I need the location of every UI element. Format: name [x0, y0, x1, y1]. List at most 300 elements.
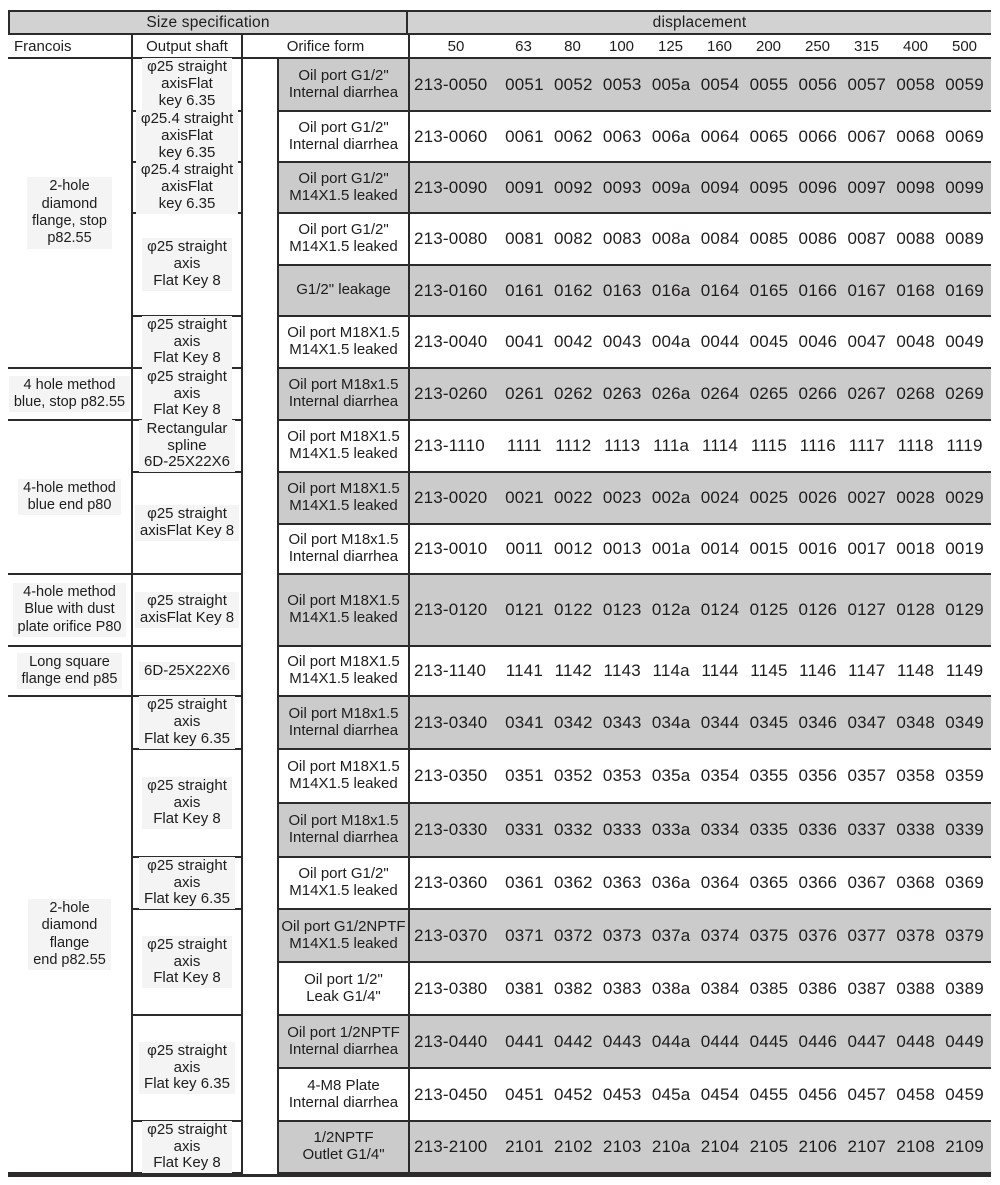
output-shaft-cell: [133, 317, 243, 369]
part-number: 0361: [505, 873, 544, 892]
orifice-form-cell: [277, 369, 408, 421]
part-number: 1112: [555, 436, 592, 455]
part-number: 0379: [945, 925, 984, 945]
part-number: 0088: [896, 229, 935, 248]
output-shaft-label: [142, 368, 232, 420]
orifice-form-line: Oil port M18X1.5: [287, 592, 400, 610]
part-number: 0332: [554, 820, 593, 839]
output-shaft-label: [139, 662, 235, 681]
part-number: 1114: [701, 436, 739, 455]
orifice-form-cell: [277, 1069, 408, 1122]
part-number: 0377: [847, 925, 887, 945]
part-number: 0162: [554, 280, 593, 300]
orifice-form-cell: [277, 858, 408, 910]
part-number-prefix: 213-0350: [413, 766, 488, 785]
output-shaft-cell: [133, 750, 243, 858]
part-number: 0098: [896, 177, 935, 197]
part-number: 0264: [700, 384, 740, 403]
orifice-form-line: Outlet G1/4": [302, 1146, 385, 1163]
part-number: 0263: [602, 384, 642, 403]
part-numbers-row: [408, 317, 991, 369]
part-number: 033a: [651, 820, 691, 839]
part-number: 0381: [505, 978, 544, 998]
orifice-form-line: Internal diarrhea: [288, 1040, 399, 1058]
orifice-form-line: Oil port M18X1.5: [287, 324, 400, 342]
output-shaft-label-line: axis: [173, 332, 201, 350]
part-number: 0057: [847, 74, 887, 94]
part-number: 0342: [554, 712, 593, 732]
orifice-form-line: M14X1.5 leaked: [289, 775, 398, 792]
part-number: 1142: [554, 661, 592, 680]
frame-type-label-line: p82.55: [47, 230, 92, 247]
part-numbers-row: [408, 59, 991, 112]
frame-type-label: [13, 583, 127, 637]
orifice-form-line: 4-M8 Plate: [307, 1076, 380, 1094]
frame-type-label: [18, 479, 121, 516]
part-numbers-row: [408, 910, 991, 963]
part-number: 2109: [945, 1137, 984, 1156]
part-number: 0449: [945, 1031, 984, 1051]
part-number: 0081: [505, 229, 544, 248]
part-numbers-row: [408, 214, 991, 266]
part-number: 005a: [651, 74, 691, 94]
part-number: 0443: [602, 1031, 642, 1051]
part-number-prefix: 213-1140: [413, 661, 487, 680]
part-number: 1119: [946, 436, 983, 455]
part-number: 036a: [651, 873, 691, 892]
output-shaft-label-line: φ25 straight: [147, 592, 227, 610]
part-number: 0337: [847, 820, 887, 839]
part-number: 2107: [847, 1137, 887, 1156]
orifice-form-line: M14X1.5 leaked: [289, 934, 398, 952]
part-number: 0051: [505, 74, 544, 94]
part-number: 0083: [602, 229, 642, 248]
part-number: 1117: [848, 436, 885, 455]
part-number: 002a: [651, 488, 691, 507]
size-specification-table: [8, 10, 991, 1177]
output-shaft-label-line: Flat key 6.35: [144, 890, 230, 908]
part-number: 012a: [651, 600, 691, 619]
frame-type-label-line: 2-hole: [49, 178, 90, 195]
part-number: 0067: [847, 126, 887, 146]
output-shaft-cell: [133, 112, 243, 163]
output-shaft-label-line: φ25 straight: [147, 58, 227, 76]
part-numbers-row: [408, 697, 991, 750]
frame-type-label-line: diamond: [41, 195, 98, 212]
part-number: 0165: [749, 280, 789, 300]
output-shaft-label-line: axisFlat: [161, 127, 213, 145]
orifice-form-line: 1/2NPTF: [313, 1129, 374, 1147]
part-number: 0013: [602, 539, 642, 558]
output-shaft-label-line: axisFlat: [161, 75, 213, 93]
part-number: 0343: [602, 712, 642, 732]
part-number-prefix: 213-0360: [413, 873, 488, 892]
frame-type-label-line: 2-hole: [49, 899, 90, 916]
header-size-specification: Size specification: [8, 12, 408, 35]
part-number: 0168: [896, 280, 935, 300]
part-number: 0456: [798, 1084, 838, 1104]
part-number-prefix: 213-0440: [413, 1031, 488, 1051]
orifice-form-line: Oil port G1/2NPTF: [281, 917, 406, 935]
orifice-form-line: Oil port M18X1.5: [287, 428, 400, 446]
orifice-form-line: Oil port G1/2": [298, 221, 389, 239]
part-number: 0387: [847, 978, 887, 998]
part-number-prefix: 213-0010: [413, 539, 488, 558]
part-number: 2101: [505, 1137, 544, 1156]
part-number: 0065: [749, 126, 789, 146]
part-number: 0333: [602, 820, 642, 839]
part-number: 001a: [651, 539, 691, 558]
frame-type-label-line: flange end p85: [21, 671, 118, 687]
part-number: 0084: [700, 229, 740, 248]
output-shaft-label-line: φ25 straight: [147, 1041, 227, 1059]
output-shaft-label-line: axis: [173, 1058, 201, 1076]
part-numbers-row: [408, 112, 991, 163]
part-number: 0266: [798, 384, 838, 403]
orifice-form-line: Internal diarrhea: [288, 829, 399, 846]
part-number-prefix: 213-0090: [413, 177, 488, 197]
output-shaft-cell: [133, 1122, 243, 1174]
displacement-value: 315: [853, 37, 880, 55]
part-number: 0358: [896, 766, 935, 785]
output-shaft-label: [142, 316, 232, 368]
part-number: 2108: [896, 1137, 935, 1156]
orifice-form-cell: [277, 647, 408, 697]
part-number: 0027: [847, 488, 887, 507]
part-number: 0346: [798, 712, 838, 732]
part-number: 0451: [505, 1084, 544, 1104]
part-number: 0014: [700, 539, 740, 558]
orifice-form-cell: [277, 1122, 408, 1174]
part-number: 0061: [505, 126, 544, 146]
orifice-form-line: Internal diarrhea: [288, 393, 399, 410]
frame-type-label: [27, 177, 112, 249]
part-number: 0382: [554, 978, 593, 998]
part-number-prefix: 213-0450: [413, 1084, 488, 1104]
spacer-column: [243, 59, 277, 1174]
part-numbers-row: [408, 421, 991, 473]
part-number: 0452: [554, 1084, 593, 1104]
part-number: 0091: [505, 177, 544, 197]
part-number: 0043: [602, 332, 642, 351]
frame-type-cell: [8, 421, 133, 575]
part-number: 0024: [700, 488, 740, 507]
output-shaft-cell: [133, 647, 243, 697]
part-number: 0336: [798, 820, 838, 839]
displacement-value: 500: [951, 37, 978, 55]
part-number: 0335: [749, 820, 789, 839]
header-orifice-form-column: Orifice form: [243, 35, 408, 59]
part-numbers-row: [408, 525, 991, 575]
part-number: 0334: [700, 820, 740, 839]
output-shaft-label-line: φ25.4 straight: [140, 110, 234, 128]
part-number: 0385: [749, 978, 789, 998]
orifice-form-line: M14X1.5 leaked: [289, 445, 398, 462]
output-shaft-label: [142, 1121, 232, 1173]
part-number-prefix: 213-0060: [413, 126, 488, 146]
frame-type-cell: [8, 59, 133, 369]
part-number: 0022: [554, 488, 593, 507]
part-number: 0359: [945, 766, 984, 785]
orifice-form-cell: [277, 266, 408, 317]
part-number: 0049: [945, 332, 984, 351]
orifice-form-line: M14X1.5 leaked: [289, 186, 398, 204]
output-shaft-label-line: 6D-25X22X6: [144, 661, 230, 679]
part-number: 035a: [651, 766, 691, 785]
output-shaft-label-line: axis: [173, 384, 201, 402]
frame-type-label: [17, 653, 123, 690]
part-number: 0164: [700, 280, 740, 300]
part-number: 0459: [945, 1084, 984, 1104]
orifice-form-line: M14X1.5 leaked: [289, 670, 398, 687]
part-number: 0045: [749, 332, 789, 351]
output-shaft-label-line: φ25.4 straight: [140, 161, 234, 179]
frame-type-label-line: flange, stop: [32, 213, 107, 229]
output-shaft-cell: [133, 163, 243, 214]
output-shaft-label-line: key 6.35: [158, 143, 216, 161]
displacement-value: 50: [447, 37, 465, 55]
frame-type-label-line: 4 hole method: [23, 376, 116, 393]
part-number: 0366: [798, 873, 838, 892]
orifice-form-cell: [277, 750, 408, 804]
output-shaft-label-line: axis: [173, 1137, 201, 1155]
part-number: 1145: [750, 661, 788, 680]
frame-type-label-line: 4-hole method: [23, 479, 116, 496]
part-number: 0352: [554, 766, 593, 785]
orifice-form-line: Internal diarrhea: [288, 548, 399, 565]
part-number: 0351: [505, 766, 544, 785]
part-number: 0093: [602, 177, 642, 197]
orifice-form-line: Oil port 1/2NPTF: [287, 1023, 400, 1041]
orifice-form-line: G1/2" leakage: [296, 281, 391, 299]
part-number: 2106: [798, 1137, 838, 1156]
part-number: 0087: [847, 229, 887, 248]
part-number: 0129: [945, 600, 984, 619]
part-number: 0062: [554, 126, 593, 146]
part-number: 0373: [602, 925, 642, 945]
frame-type-label-line: flange: [49, 934, 90, 951]
output-shaft-label-line: φ25 straight: [147, 505, 227, 523]
part-number: 2104: [700, 1137, 740, 1156]
part-number: 0095: [749, 177, 789, 197]
output-shaft-label-line: Flat key 6.35: [144, 729, 230, 747]
output-shaft-cell: [133, 59, 243, 112]
output-shaft-label-line: axisFlat Key 8: [139, 609, 235, 626]
part-number: 0018: [896, 539, 935, 558]
part-number: 0444: [700, 1031, 740, 1051]
part-number-prefix: 213-0330: [413, 820, 488, 839]
part-number: 0096: [798, 177, 838, 197]
output-shaft-label: [142, 777, 232, 829]
part-number: 0123: [602, 600, 642, 619]
part-number: 0023: [602, 488, 642, 507]
output-shaft-label-line: 6D-25X22X6: [144, 453, 230, 471]
part-number-prefix: 213-0370: [413, 925, 488, 945]
part-number: 0056: [798, 74, 838, 94]
part-numbers-row: [408, 804, 991, 858]
output-shaft-label: [136, 161, 238, 213]
part-number: 0012: [554, 539, 593, 558]
part-number: 0331: [505, 820, 544, 839]
output-shaft-label-line: Flat Key 8: [153, 810, 221, 828]
part-number-prefix: 213-0120: [413, 600, 488, 619]
output-shaft-cell: [133, 1016, 243, 1122]
part-number: 0052: [554, 74, 593, 94]
part-number: 0262: [554, 384, 593, 403]
part-number: 0269: [945, 384, 984, 403]
frame-type-label-line: Long square: [29, 653, 110, 670]
part-number: 0042: [554, 332, 593, 351]
output-shaft-label-line: φ25 straight: [147, 935, 227, 953]
part-number: 0448: [896, 1031, 935, 1051]
orifice-form-line: M14X1.5 leaked: [289, 609, 398, 626]
frame-type-label-line: end p82.55: [33, 951, 106, 968]
part-number: 0447: [847, 1031, 887, 1051]
part-number: 0161: [505, 280, 544, 300]
output-shaft-label-line: φ25 straight: [147, 315, 227, 333]
output-shaft-label-line: axis: [173, 255, 201, 273]
part-number: 0371: [505, 925, 544, 945]
part-number: 0167: [847, 280, 887, 300]
part-numbers-row: [408, 369, 991, 421]
output-shaft-label: [135, 592, 239, 628]
part-number: 0055: [749, 74, 789, 94]
part-number: 0021: [505, 488, 544, 507]
part-numbers-row: [408, 575, 991, 647]
part-number: 1143: [603, 661, 641, 680]
part-number: 1144: [701, 661, 739, 680]
part-number: 0363: [602, 873, 642, 892]
part-number: 0016: [798, 539, 838, 558]
output-shaft-label: [142, 238, 232, 290]
part-number: 0457: [847, 1084, 887, 1104]
orifice-form-line: Oil port M18x1.5: [288, 812, 399, 830]
part-number: 0458: [896, 1084, 935, 1104]
part-number: 0025: [749, 488, 789, 507]
part-number: 0048: [896, 332, 935, 351]
part-numbers-row: [408, 163, 991, 214]
orifice-form-cell: [277, 112, 408, 163]
part-number: 111a: [653, 436, 690, 455]
part-number: 0085: [749, 229, 789, 248]
part-number: 0349: [945, 712, 984, 732]
output-shaft-label-line: Flat Key 8: [153, 969, 221, 987]
part-number: 0068: [896, 126, 935, 146]
output-shaft-label-line: Flat Key 8: [153, 401, 221, 419]
displacement-value: 125: [657, 37, 684, 55]
orifice-form-line: Internal diarrhea: [288, 135, 399, 153]
orifice-form-line: M14X1.5 leaked: [289, 238, 398, 255]
part-number: 0053: [602, 74, 642, 94]
orifice-form-line: M14X1.5 leaked: [289, 882, 398, 899]
part-numbers-row: [408, 647, 991, 697]
frame-type-label-line: Blue with dust: [24, 601, 115, 618]
part-number: 0441: [505, 1031, 544, 1051]
part-number: 0125: [749, 600, 789, 619]
part-numbers-row: [408, 750, 991, 804]
orifice-form-cell: [277, 963, 408, 1016]
part-number: 004a: [651, 332, 691, 351]
orifice-form-line: Internal diarrhea: [288, 83, 399, 101]
orifice-form-cell: [277, 525, 408, 575]
orifice-form-cell: [277, 163, 408, 214]
displacement-value: 400: [902, 37, 929, 55]
orifice-form-line: Oil port M18X1.5: [287, 758, 400, 776]
part-number: 0121: [505, 600, 544, 619]
frame-type-label-line: blue, stop p82.55: [13, 394, 126, 410]
orifice-form-line: Oil port M18x1.5: [288, 376, 399, 394]
header-francois-label: Francois: [14, 37, 72, 55]
part-number: 0453: [602, 1084, 642, 1104]
orifice-form-line: Oil port G1/2": [298, 865, 389, 883]
orifice-form-line: Oil port M18x1.5: [288, 531, 399, 549]
part-number: 0041: [505, 332, 544, 351]
part-number: 0044: [700, 332, 740, 351]
output-shaft-label-line: Rectangular: [146, 419, 228, 437]
output-shaft-label-line: φ25 straight: [147, 856, 227, 874]
part-number: 0455: [749, 1084, 789, 1104]
part-number: 0047: [847, 332, 887, 351]
orifice-form-line: Internal diarrhea: [288, 1093, 399, 1111]
part-number: 1149: [945, 661, 984, 680]
part-number: 2103: [602, 1137, 642, 1156]
displacement-value: 250: [804, 37, 831, 55]
header-francois-column: [8, 35, 133, 59]
output-shaft-label-line: φ25 straight: [147, 696, 227, 714]
displacement-value: 160: [706, 37, 733, 55]
part-number: 0019: [945, 539, 984, 558]
orifice-form-cell: [277, 910, 408, 963]
orifice-form-line: Oil port G1/2": [298, 169, 389, 187]
part-number: 0028: [896, 488, 935, 507]
part-number: 2102: [554, 1137, 593, 1156]
orifice-form-line: Oil port M18X1.5: [287, 480, 400, 498]
header-output-shaft-column: Output shaft: [133, 35, 243, 59]
part-number: 026a: [651, 384, 691, 403]
part-number-prefix: 213-0050: [413, 74, 488, 94]
output-shaft-label: [142, 58, 232, 110]
part-number: 1111: [507, 436, 542, 455]
part-number: 0017: [847, 539, 887, 558]
output-shaft-label-line: Flat key 6.35: [144, 1075, 230, 1093]
part-number: 0378: [896, 925, 935, 945]
part-number: 0029: [945, 488, 984, 507]
part-number: 034a: [651, 712, 691, 732]
part-number: 008a: [651, 229, 691, 248]
part-number-prefix: 213-2100: [413, 1137, 488, 1156]
part-number: 0375: [749, 925, 789, 945]
part-number: 0454: [700, 1084, 740, 1104]
part-number: 0058: [896, 74, 935, 94]
part-number-prefix: 213-0020: [413, 488, 488, 507]
part-number: 0124: [700, 600, 740, 619]
orifice-form-cell: [277, 575, 408, 647]
part-number: 0064: [700, 126, 740, 146]
part-number: 1118: [897, 436, 934, 455]
part-number: 0445: [749, 1031, 789, 1051]
part-number: 0353: [602, 766, 642, 785]
frame-type-cell: [8, 369, 133, 421]
part-number: 006a: [651, 126, 691, 146]
part-number: 0368: [896, 873, 935, 892]
part-number: 0347: [847, 712, 887, 732]
part-number: 0344: [700, 712, 740, 732]
part-number: 0442: [554, 1031, 593, 1051]
orifice-form-cell: [277, 697, 408, 750]
part-numbers-row: [408, 1016, 991, 1069]
output-shaft-label: [139, 420, 235, 472]
frame-type-label-line: 4-hole method: [23, 583, 116, 600]
